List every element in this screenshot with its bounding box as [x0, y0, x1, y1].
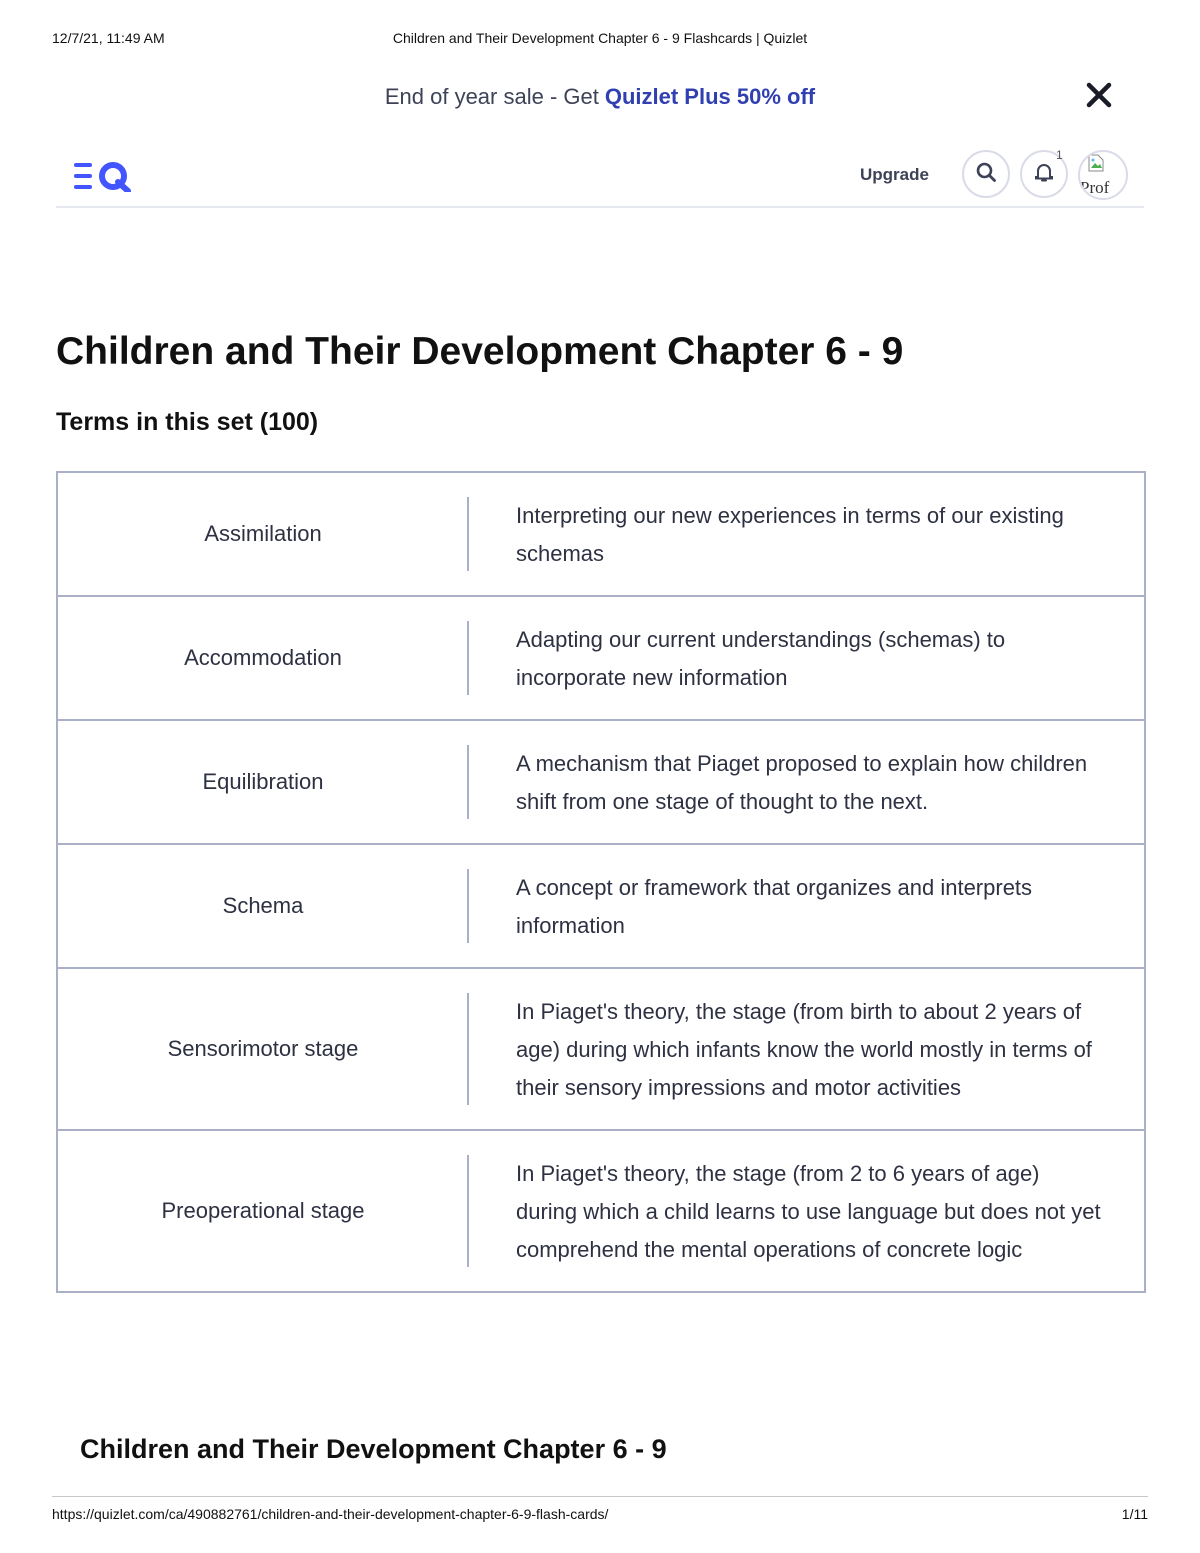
close-icon[interactable] [1084, 80, 1114, 110]
section-title: Children and Their Development Chapter 6 - 9 [80, 1434, 667, 1464]
bell-icon [1033, 161, 1055, 188]
term-word: Schema [222, 893, 304, 918]
term-row[interactable] [56, 719, 1146, 845]
term-divider [467, 869, 469, 943]
term-row[interactable] [56, 1129, 1146, 1293]
top-navbar [56, 148, 1144, 208]
search-button[interactable] [962, 150, 1010, 198]
search-icon [975, 161, 997, 188]
terms-list [56, 471, 1146, 1293]
quizlet-logo[interactable] [72, 160, 132, 192]
term-word: Assimilation [204, 521, 322, 546]
print-document-title: Children and Their Development Chapter 6 - 9 Flashcards | Quizlet [392, 30, 808, 46]
notification-count: 1 [1056, 148, 1063, 162]
term-row[interactable] [56, 967, 1146, 1131]
print-page-number: 1/11 [1121, 1506, 1148, 1522]
term-divider [467, 1155, 469, 1267]
term-definition: Interpreting our new experiences in terms of our existing schemas [516, 503, 1064, 566]
term-definition: A mechanism that Piaget proposed to explain how children shift from one stage of thought to the next. [516, 751, 1088, 814]
avatar-alt-text: Prof [1080, 178, 1110, 197]
avatar[interactable] [1078, 150, 1128, 200]
term-divider [467, 621, 469, 695]
promo-banner [0, 84, 1200, 118]
term-divider [467, 993, 469, 1105]
term-definition: In Piaget's theory, the stage (from 2 to 6 years of age) during which a child learns to use language but does not yet comprehend the mental operations of concrete logic [516, 1161, 1101, 1262]
term-row[interactable] [56, 471, 1146, 597]
term-row[interactable] [56, 595, 1146, 721]
term-row[interactable] [56, 843, 1146, 969]
print-header [52, 30, 1148, 50]
page-title: Children and Their Development Chapter 6 - 9 [56, 330, 904, 373]
term-word: Preoperational stage [161, 1198, 365, 1223]
term-definition: In Piaget's theory, the stage (from birth to about 2 years of age) during which infants know the world mostly in terms of their sensory impressions and motor activities [516, 999, 1092, 1100]
term-definition: A concept or framework that organizes and interprets information [516, 875, 1033, 938]
term-divider [467, 745, 469, 819]
broken-image-icon [1088, 154, 1104, 172]
term-word: Accommodation [184, 645, 342, 670]
term-definition: Adapting our current understandings (schemas) to incorporate new information [516, 627, 1006, 690]
print-url: https://quizlet.com/ca/490882761/children-and-their-development-chapter-6-9-flash-cards/ [52, 1506, 609, 1522]
upgrade-button[interactable]: Upgrade [860, 165, 929, 184]
print-datetime: 12/7/21, 11:49 AM [52, 30, 165, 46]
promo-link[interactable]: Quizlet Plus 50% off [604, 84, 816, 109]
print-footer [52, 1496, 1148, 1526]
promo-lead-text: End of year sale - Get [384, 84, 599, 109]
term-word: Sensorimotor stage [167, 1036, 359, 1061]
term-divider [467, 497, 469, 571]
term-word: Equilibration [202, 769, 324, 794]
terms-heading: Terms in this set (100) [56, 408, 319, 436]
